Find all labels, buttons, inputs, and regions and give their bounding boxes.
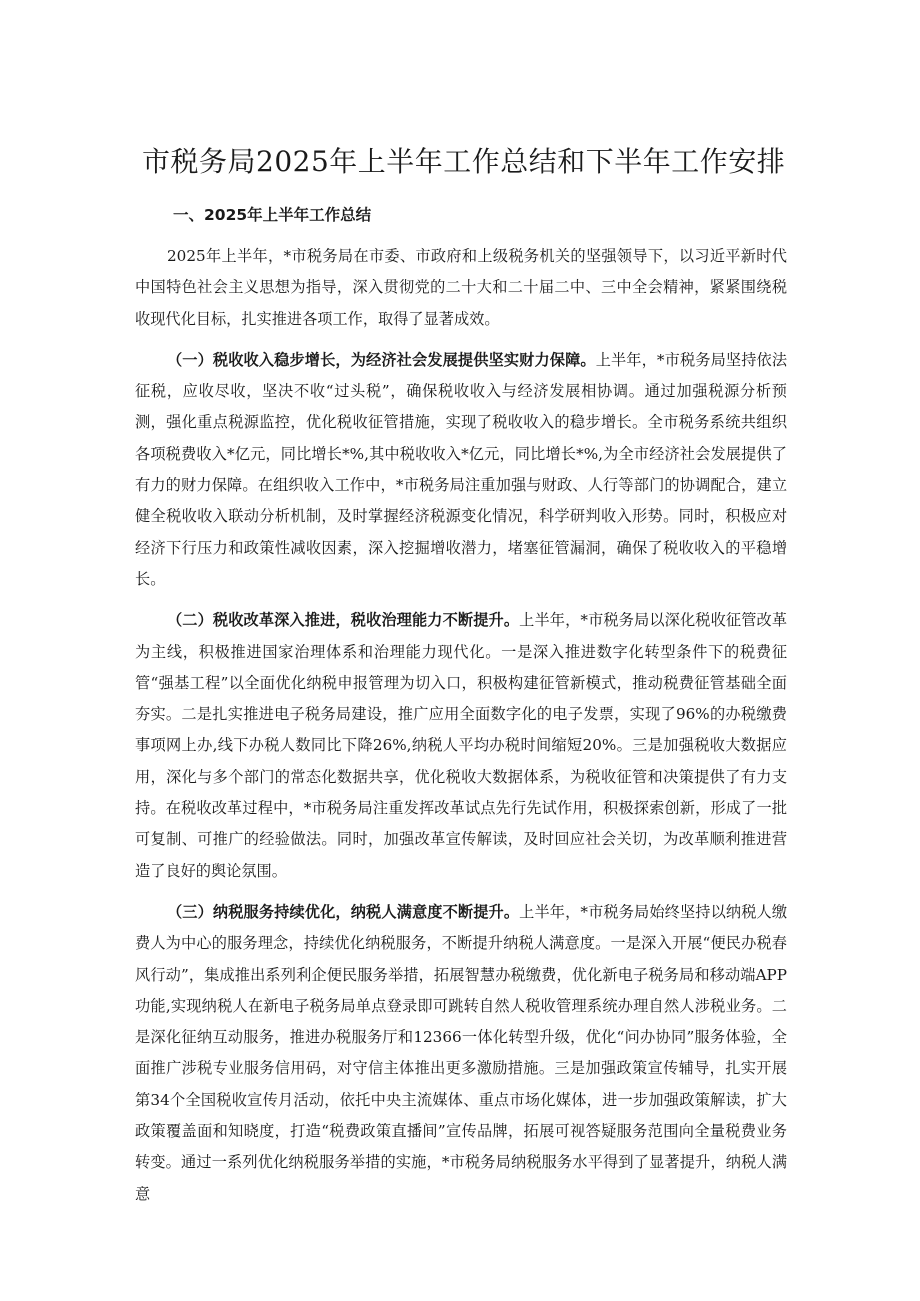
paragraph-tax-reform — [135, 605, 787, 887]
intro-paragraph: 2025年上半年，*市税务局在市委、市政府和上级税务机关的坚强领导下，以习近平新时代中国特色社会主义思想为指导，深入贯彻党的二十大和二十届二中、三中全会精神，紧紧围绕税收现代化目标，扎实推进各项工作，取得了显著成效。 — [135, 247, 787, 328]
paragraph-lead: （二）税收改革深入推进，税收治理能力不断提升。 — [167, 611, 520, 630]
paragraph-body: 上半年，*市税务局坚持依法征税，应收尽收，坚决不收“过头税”，确保税收收入与经济发展相协调。通过加强税源分析预测，强化重点税源监控，优化税收征管措施，实现了税收收入的稳步增长。全市税务系统共组织各项税费收入*亿元，同比增长*%,其中税收收入*亿元，同比增长*%,为全市经济社会发展提供了有力的财力保障。在组织收入工作中，*市税务局注重加强与财政、人行等部门的协调配合，建立健全税收收入联动分析机制，及时掌握经济税源变化情况，科学研判收入形势。同时，积极应对经济下行压力和政策性减收因素，深入挖掘增收潜力，堵塞征管漏洞，确保了税收收入的平稳增长。 — [135, 350, 788, 588]
paragraph-body: 上半年，*市税务局以深化税收征管改革为主线，积极推进国家治理体系和治理能力现代化。一是深入推进数字化转型条件下的税费征管“强基工程”以全面优化纳税申报管理为切入口，积极构建征管新模式，推动税费征管基础全面夯实。二是扎实推进电子税务局建设，推广应用全面数字化的电子发票，实现了96%的办税缴费事项网上办,线下办税人数同比下降26%,纳税人平均办税时间缩短20%。三是加强税收大数据应用，深化与多个部门的常态化数据共享，优化税收大数据体系，为税收征管和决策提供了有力支持。在税收改革过程中，*市税务局注重发挥改革试点先行先试作用，积极探索创新，形成了一批可复制、可推广的经验做法。同时，加强改革宣传解读，及时回应社会关切，为改革顺利推进营造了良好的舆论氛围。 — [135, 611, 788, 880]
paragraph-body: 上半年，*市税务局始终坚持以纳税人缴费人为中心的服务理念，持续优化纳税服务，不断提升纳税人满意度。一是深入开展“便民办税春风行动”，集成推出系列利企便民服务举措，拓展智慧办税缴费，优化新电子税务局和移动端APP功能,实现纳税人在新电子税务局单点登录即可跳转自然人税收管理系统办理自然人涉税业务。二是深化征纳互动服务，推进办税服务厅和12366一体化转型升级，优化“问办协同”服务体验，全面推广涉税专业服务信用码，对守信主体推出更多激励措施。三是加强政策宣传辅导，扎实开展第34个全国税收宣传月活动，依托中央主流媒体、重点市场化媒体，进一步加强政策解读，扩大政策覆盖面和知晓度，打造“税费政策直播间”宣传品牌，拓展可视答疑服务范围向全量税费业务转变。通过一系列优化纳税服务举措的实施，*市税务局纳税服务水平得到了显著提升，纳税人满意 — [135, 902, 788, 1203]
paragraph-tax-revenue — [135, 345, 787, 595]
document-page — [135, 140, 787, 1220]
paragraph-lead: （三）纳税服务持续优化，纳税人满意度不断提升。 — [167, 902, 520, 921]
document-title: 市税务局2025年上半年工作总结和下半年工作安排 — [142, 145, 786, 178]
paragraph-tax-service — [135, 897, 787, 1210]
paragraph-lead: （一）税收收入稳步增长，为经济社会发展提供坚实财力保障。 — [167, 350, 596, 369]
section-heading-summary: 一、2025年上半年工作总结 — [173, 206, 372, 224]
